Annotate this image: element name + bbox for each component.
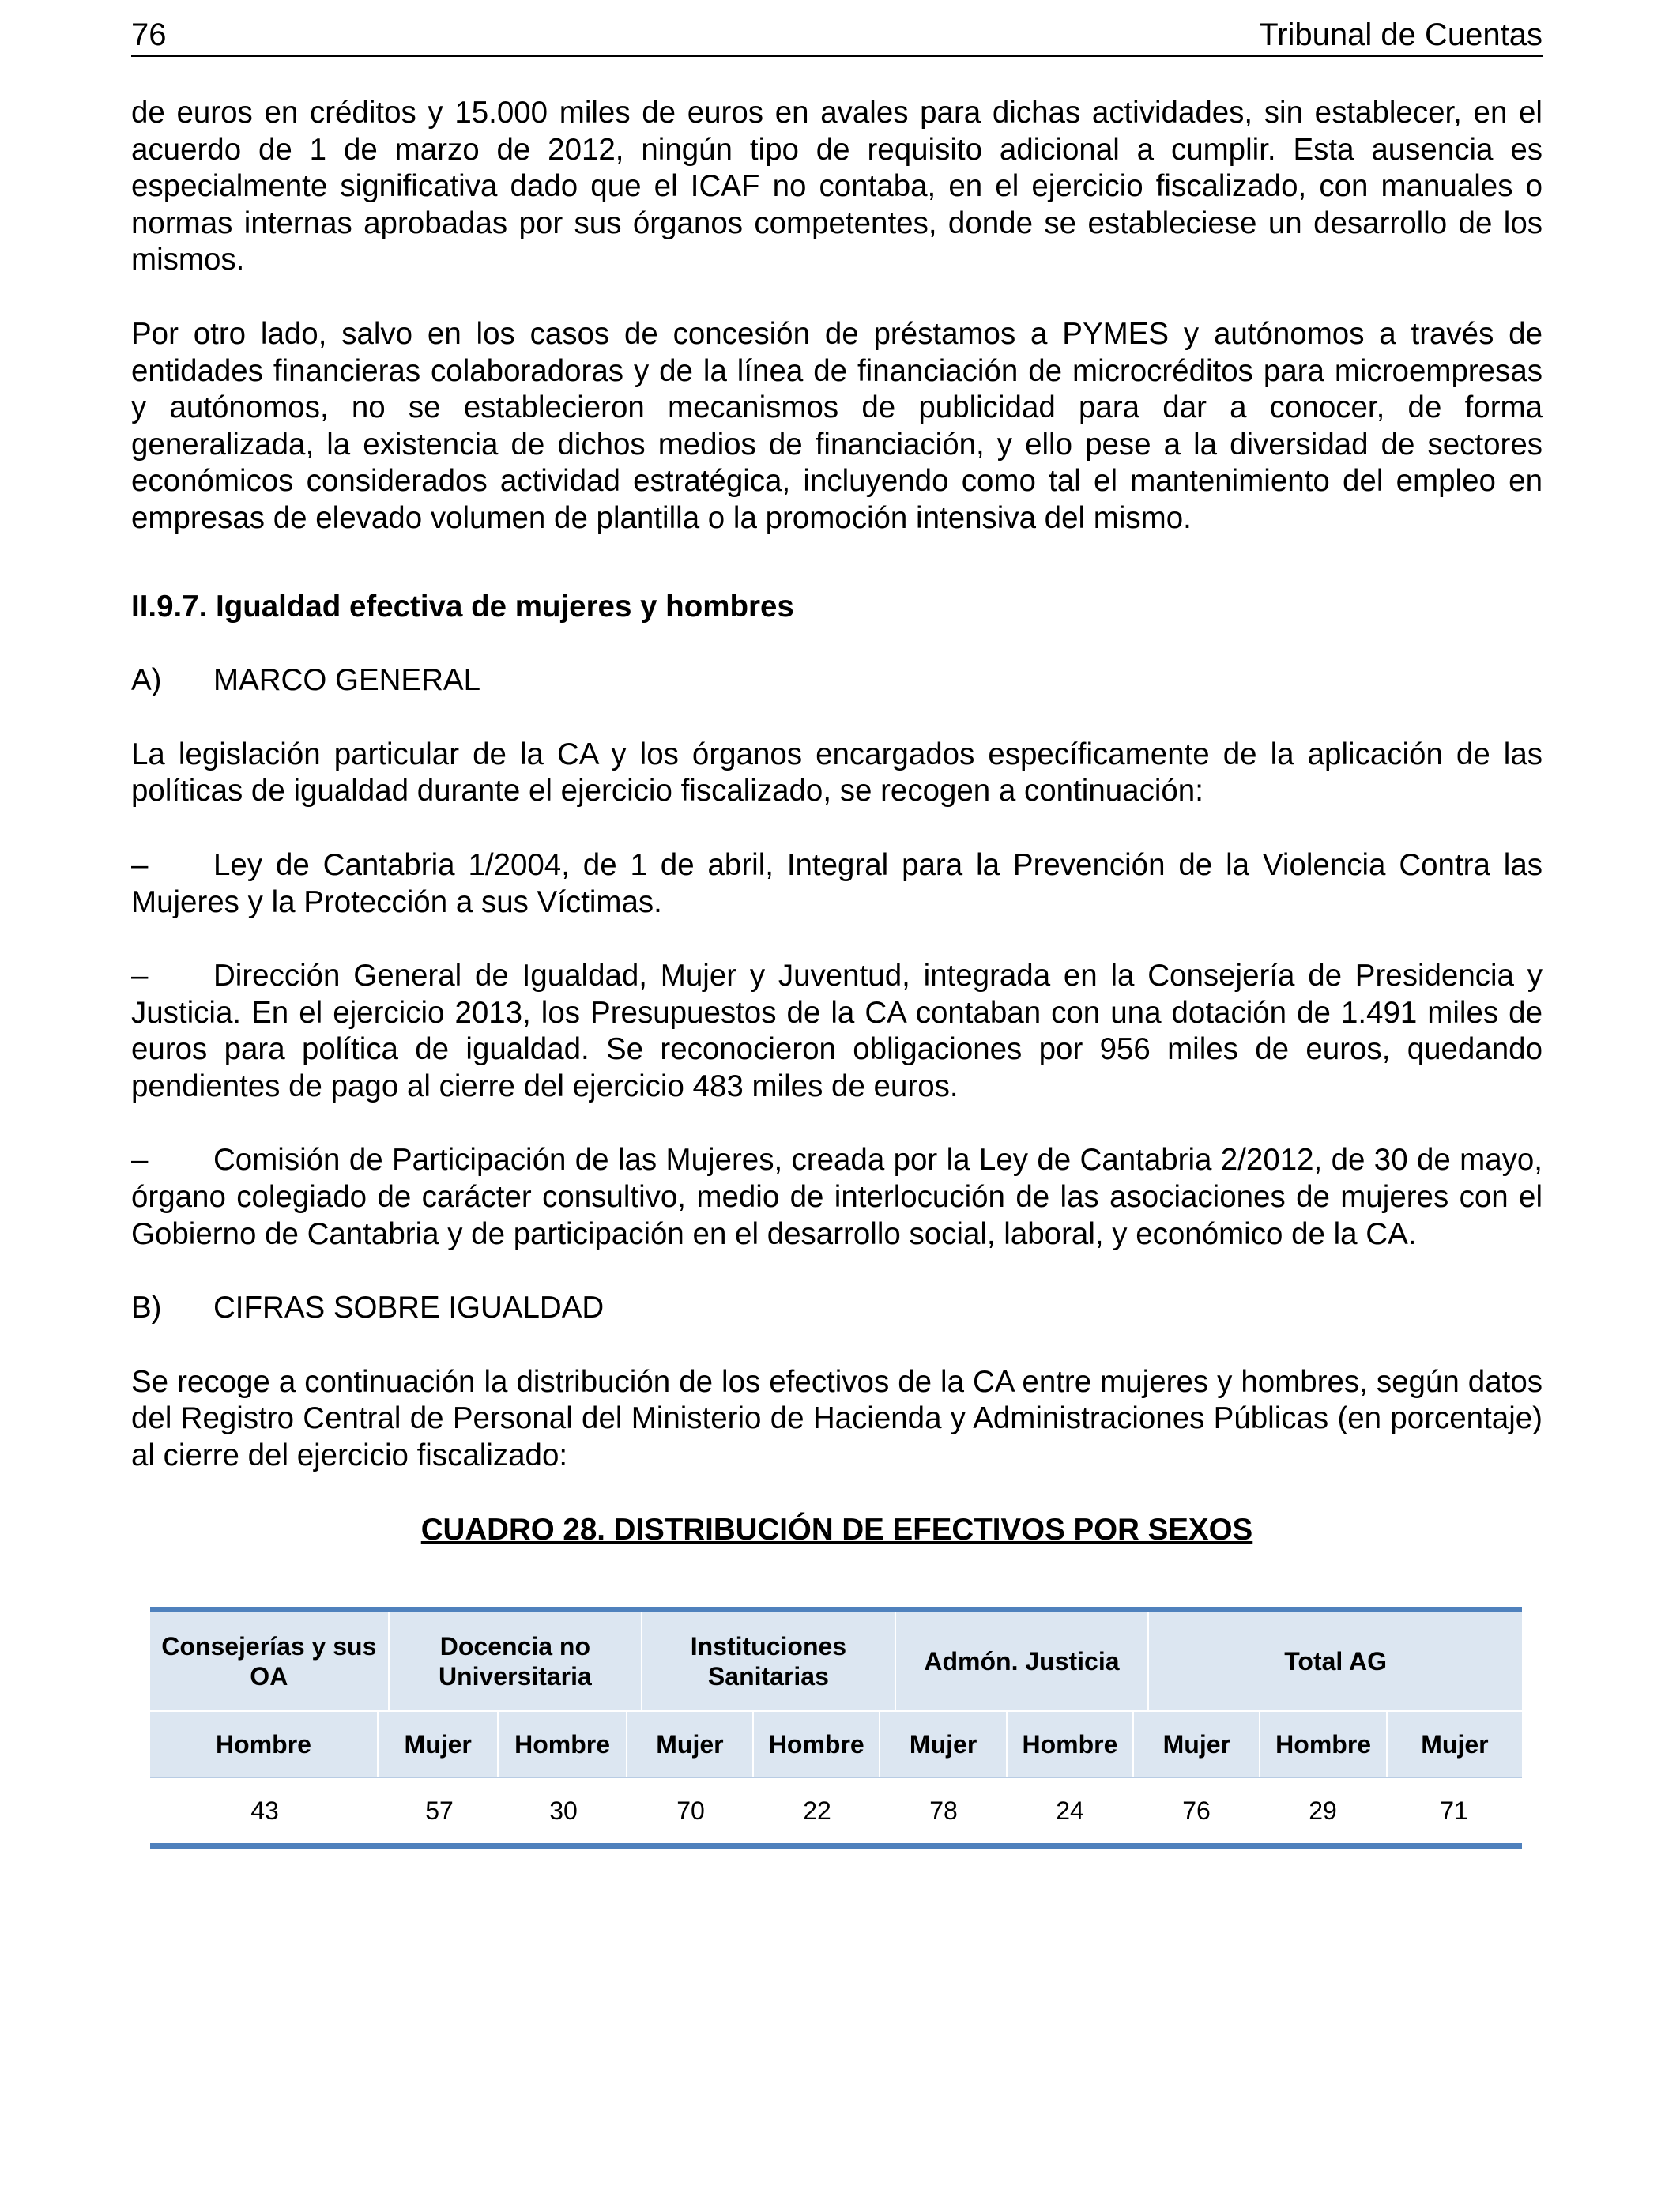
table-bottom-rule xyxy=(150,1843,1522,1849)
table-subheader: Hombre xyxy=(754,1712,880,1777)
table-row xyxy=(150,1778,1522,1843)
table-group-header: Consejerías y sus OA xyxy=(150,1612,390,1710)
table-subheader: Hombre xyxy=(499,1712,627,1777)
table-group-header: Total AG xyxy=(1284,1646,1387,1676)
table-cell: 71 xyxy=(1440,1796,1468,1825)
table-cell: 78 xyxy=(929,1796,958,1825)
bullet-dash: – xyxy=(131,847,149,882)
bullet-dash: – xyxy=(131,959,149,993)
paragraph-publicity: Por otro lado, salvo en los casos de concesión de préstamos a PYMES y autónomos a través de entidades financieras colaboradoras y de la línea de financiación de microcréditos para microempresas y autónomos, no se establecieron mecanismos de publicidad para dar a conocer, de forma generalizada, la existencia de dichos medios de financiación, y ello pese a la diversidad de sectores económicos considerados actividad estratégica, incluyendo como tal el mantenimiento del empleo en empresas de elevado volumen de plantilla o la promoción intensiva del mismo. xyxy=(131,316,1543,535)
paragraph-outro: Se recoge a continuación la distribución de los efectivos de la CA entre mujeres y hombres, según datos del Registro Central de Personal del Ministerio de Hacienda y Administraciones Públicas (en porcentaje) al cierre del ejercicio fiscalizado: xyxy=(131,1364,1543,1473)
table-cell: 30 xyxy=(549,1796,578,1825)
table-subheader: Mujer xyxy=(1421,1729,1489,1759)
bullet-item xyxy=(131,847,1543,921)
table-subheader-row xyxy=(150,1712,1522,1778)
table-cell: 43 xyxy=(250,1796,279,1825)
table-title: CUADRO 28. DISTRIBUCIÓN DE EFECTIVOS POR SEXOS xyxy=(420,1512,1253,1547)
bullet-item xyxy=(131,958,1543,1105)
distribution-table xyxy=(150,1607,1522,1849)
subsection-b-letter: B) xyxy=(131,1291,162,1325)
table-group-header: Admón. Justicia xyxy=(896,1612,1150,1710)
table-subheader: Mujer xyxy=(627,1712,754,1777)
table-cell: 57 xyxy=(425,1796,454,1825)
table-cell: 22 xyxy=(803,1796,831,1825)
subsection-a-letter: A) xyxy=(131,663,162,698)
page-number: 76 xyxy=(131,17,167,52)
subsection-b-title: CIFRAS SOBRE IGUALDAD xyxy=(213,1291,605,1325)
paragraph-credits: de euros en créditos y 15.000 miles de euros en avales para dichas actividades, sin establecer, en el acuerdo de 1 de marzo de 2012, ningún tipo de requisito adicional a cumplir. Esta ausencia es especialmente significativa dado que el ICAF no contaba, en el ejercicio fiscalizado, con manuales o normas internas aprobadas por sus órganos competentes, donde se estableciese un desarrollo de los mismos. xyxy=(131,96,1543,277)
table-subheader: Mujer xyxy=(379,1712,499,1777)
bullet-text: Dirección General de Igualdad, Mujer y Juventud, integrada en la Consejería de Presidencia y Justicia. En el ejercicio 2013, los Presupuestos de la CA contaban con una dotación de 1.491 miles de euros para política de igualdad. Se reconocieron obligaciones por 956 miles de euros, quedando pendientes de pago al cierre del ejercicio 483 miles de euros. xyxy=(131,959,1543,1103)
bullet-text: Ley de Cantabria 1/2004, de 1 de abril, Integral para la Prevención de la Violencia Contra las Mujeres y la Protección a sus Víctimas. xyxy=(131,847,1543,919)
bullet-text: Comisión de Participación de las Mujeres, creada por la Ley de Cantabria 2/2012, de 30 de mayo, órgano colegiado de carácter consultivo, medio de interlocución de las asociaciones de mujeres con el Gobierno de Cantabria y de participación en el desarrollo social, laboral, y económico de la CA. xyxy=(131,1143,1543,1251)
table-subheader: Hombre xyxy=(1008,1712,1134,1777)
subsection-b xyxy=(131,1290,1543,1327)
table-subheader: Hombre xyxy=(150,1712,379,1777)
table-cell: 76 xyxy=(1182,1796,1211,1825)
subsection-a-title: MARCO GENERAL xyxy=(213,663,481,698)
table-subheader: Mujer xyxy=(1134,1712,1260,1777)
section-heading: II.9.7. Igualdad efectiva de mujeres y hombres xyxy=(131,589,794,624)
table-subheader: Mujer xyxy=(880,1712,1007,1777)
bullet-dash: – xyxy=(131,1143,149,1178)
paragraph-intro: La legislación particular de la CA y los órganos encargados específicamente de la aplicación de las políticas de igualdad durante el ejercicio fiscalizado, se recogen a continuación: xyxy=(131,737,1543,809)
table-group-header: Docencia no Universitaria xyxy=(390,1612,643,1710)
table-group-header-row xyxy=(150,1612,1522,1712)
page-header xyxy=(131,14,1543,57)
bullet-item xyxy=(131,1142,1543,1253)
header-organization: Tribunal de Cuentas xyxy=(1259,17,1543,52)
table-subheader: Hombre xyxy=(1260,1712,1387,1777)
page-body xyxy=(131,95,1543,1548)
table-cell: 29 xyxy=(1309,1796,1337,1825)
subsection-a xyxy=(131,662,1543,699)
table-cell: 24 xyxy=(1056,1796,1084,1825)
table-group-header: Instituciones Sanitarias xyxy=(642,1612,896,1710)
table-cell: 70 xyxy=(676,1796,705,1825)
